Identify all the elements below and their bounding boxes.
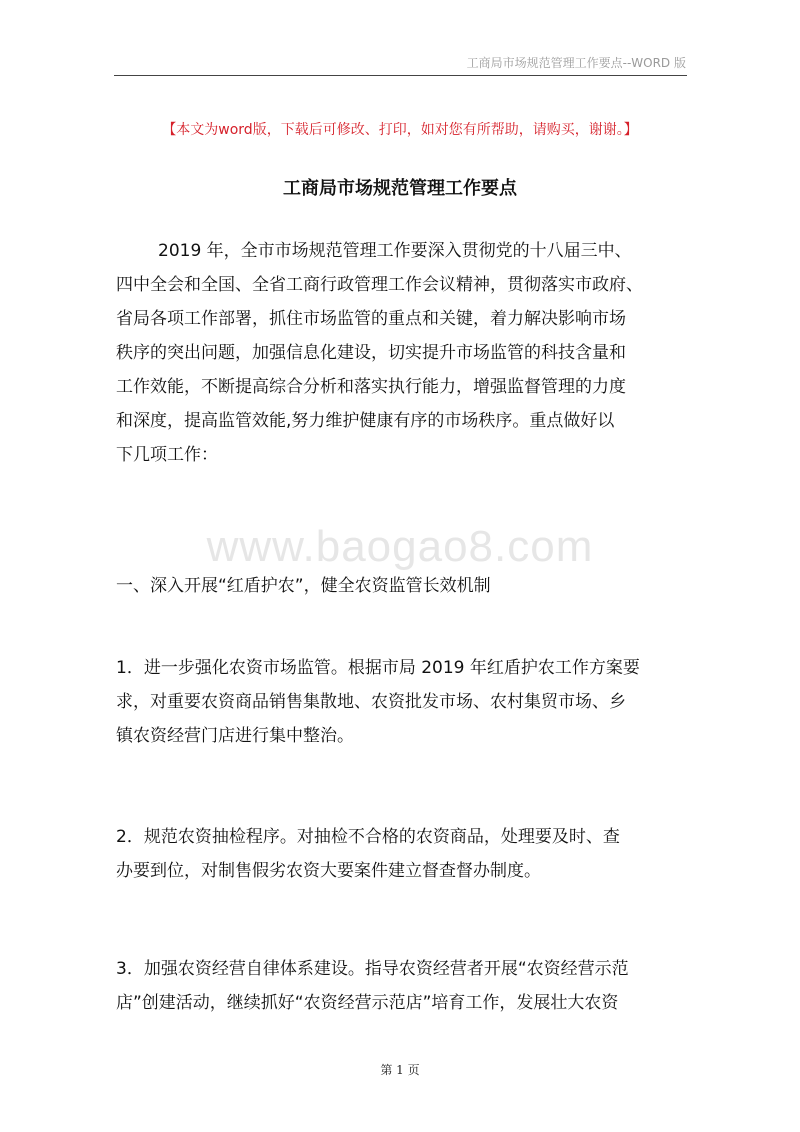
list-item-1 <box>116 651 686 753</box>
list-item-2 <box>116 820 686 888</box>
paragraph-line: 和深度，提高监管效能,努力维护健康有序的市场秩序。重点做好以 <box>116 411 615 431</box>
paragraph-line: 秩序的突出问题，加强信息化建设，切实提升市场监管的科技含量和 <box>116 343 626 363</box>
document-title: 工商局市场规范管理工作要点 <box>283 178 517 199</box>
header-divider <box>114 75 687 76</box>
watermark: www.baogao8.com <box>206 522 594 571</box>
paragraph-line: 办要到位，对制售假劣农资大要案件建立督查督办制度。 <box>116 861 541 881</box>
page-number: 第 1 页 <box>380 1063 420 1077</box>
paragraph-line: 镇农资经营门店进行集中整治。 <box>116 726 354 746</box>
paragraph-line: 求，对重要农资商品销售集散地、农资批发市场、农村集贸市场、乡 <box>116 692 626 712</box>
intro-paragraph <box>116 234 686 472</box>
download-notice: 【本文为word版，下载后可修改、打印，如对您有所帮助，请购买，谢谢。】 <box>162 122 638 138</box>
paragraph-line: 下几项工作： <box>116 445 218 465</box>
paragraph-line: 2019 年，全市市场规范管理工作要深入贯彻党的十八届三中、 <box>158 241 632 261</box>
paragraph-line: 1．进一步强化农资市场监管。根据市局 2019 年红盾护农工作方案要 <box>116 658 640 678</box>
paragraph-line: 四中全会和全国、全省工商行政管理工作会议精神，贯彻落实市政府、 <box>116 275 643 295</box>
running-header: 工商局市场规范管理工作要点--WORD 版 <box>466 56 686 70</box>
section-heading <box>116 569 686 603</box>
paragraph-line: 2．规范农资抽检程序。对抽检不合格的农资商品，处理要及时、查 <box>116 827 620 847</box>
paragraph-line: 3．加强农资经营自律体系建设。指导农资经营者开展“农资经营示范 <box>116 959 629 979</box>
paragraph-line: 工作效能，不断提高综合分析和落实执行能力，增强监督管理的力度 <box>116 377 626 397</box>
section-heading-text: 一、深入开展“红盾护农”，健全农资监管长效机制 <box>116 576 491 596</box>
paragraph-line: 店”创建活动，继续抓好“农资经营示范店”培育工作，发展壮大农资 <box>116 993 619 1013</box>
paragraph-line: 省局各项工作部署，抓住市场监管的重点和关键，着力解决影响市场 <box>116 309 626 329</box>
list-item-3 <box>116 952 686 1020</box>
